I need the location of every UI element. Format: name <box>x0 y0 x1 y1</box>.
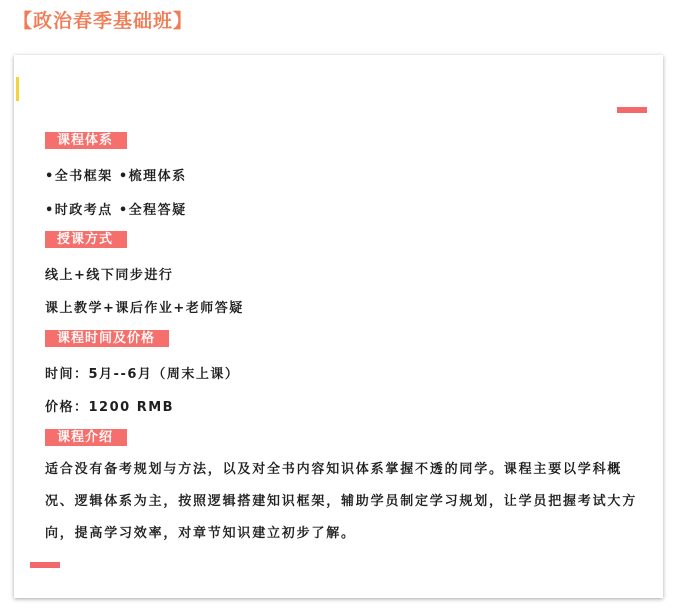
page-title: 【政治春季基础班】 <box>13 10 194 32</box>
accent-bar-top <box>617 107 647 113</box>
system-line-2: •时政考点 •全程答疑 <box>45 203 187 218</box>
section-heading-time-price: 课程时间及价格 <box>45 330 169 347</box>
price-line: 价格：1200 RMB <box>45 400 175 415</box>
section-heading-intro: 课程介绍 <box>45 429 127 446</box>
accent-yellow-bar <box>16 77 19 101</box>
section-heading-system: 课程体系 <box>45 132 127 149</box>
system-line-1: •全书框架 •梳理体系 <box>45 169 187 184</box>
course-card <box>14 55 663 598</box>
intro-paragraph: 适合没有备考规划与方法，以及对全书内容知识体系掌握不透的同学。课程主要以学科概况、逻辑体系为主，按照逻辑搭建知识框架，辅助学员制定学习规划，让学员把握考试大方向，提高学习效率，对章节知识建立初步了解。 <box>45 462 638 541</box>
accent-bar-bottom <box>30 562 60 568</box>
method-line-2: 课上教学+课后作业+老师答疑 <box>45 301 244 316</box>
time-line: 时间：5月--6月（周末上课） <box>45 367 240 382</box>
section-heading-method: 授课方式 <box>45 231 127 248</box>
method-line-1: 线上+线下同步进行 <box>45 268 174 283</box>
